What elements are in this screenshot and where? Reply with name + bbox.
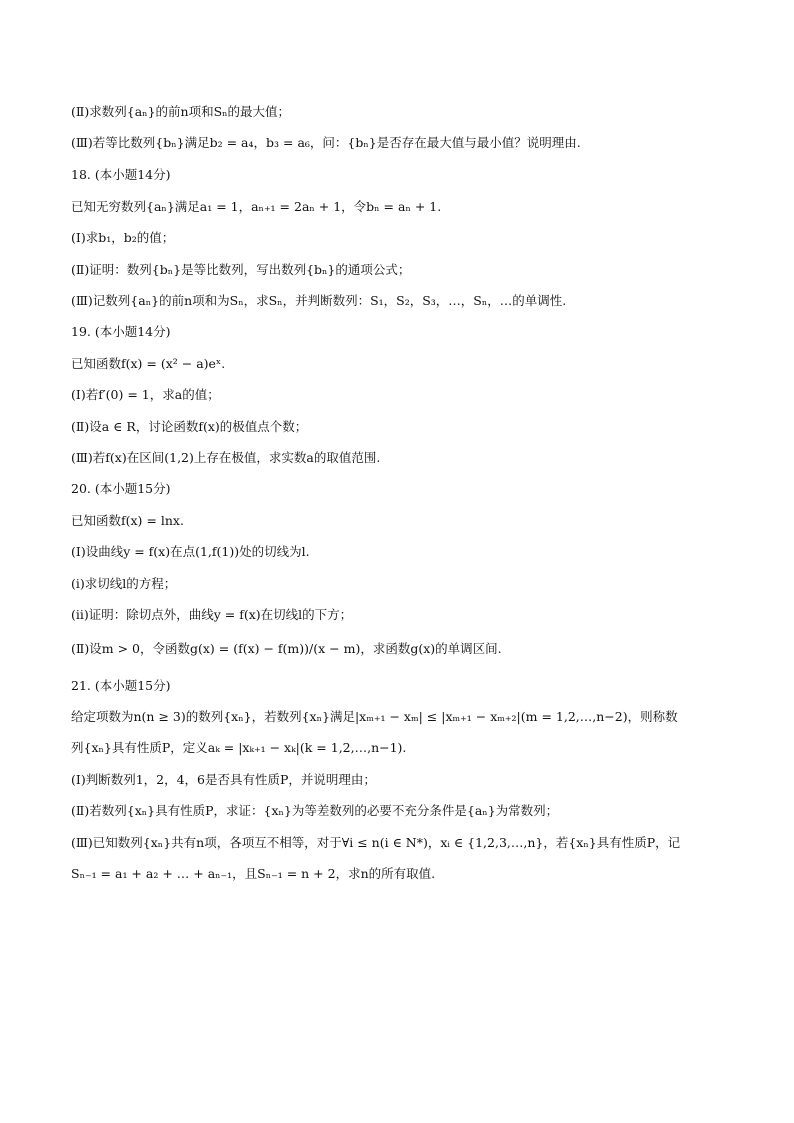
q20-part1-ii: (ii)证明：除切点外，曲线y = f(x)在切线l的下方； bbox=[71, 607, 353, 622]
q20-part2: (Ⅱ)设m > 0，令函数g(x) = (f(x) − f(m))/(x − m)，求函数g(x)的单调区间. bbox=[71, 641, 502, 656]
q20-header: 20. (本小题15分) bbox=[71, 481, 171, 496]
q21-part2: (Ⅱ)若数列{xₙ}具有性质P，求证：{xₙ}为等差数列的必要不充分条件是{aₙ}为常数列； bbox=[71, 803, 559, 818]
q17-part2: (Ⅱ)求数列{aₙ}的前n项和Sₙ的最大值； bbox=[71, 104, 291, 119]
q21-header: 21. (本小题15分) bbox=[71, 678, 171, 693]
q18-part1: (Ⅰ)求b₁，b₂的值； bbox=[71, 230, 175, 245]
q19-header: 19. (本小题14分) bbox=[71, 324, 171, 339]
q19-part2: (Ⅱ)设a ∈ R，讨论函数f(x)的极值点个数； bbox=[71, 419, 308, 434]
q20-part1: (Ⅰ)设曲线y = f(x)在点(1,f(1))处的切线为l. bbox=[71, 544, 310, 559]
q18-part2: (Ⅱ)证明：数列{bₙ}是等比数列，写出数列{bₙ}的通项公式； bbox=[71, 262, 411, 277]
q21-part3-line1: (Ⅲ)已知数列{xₙ}共有n项，各项互不相等，对于∀i ≤ n(i ∈ N*)，xᵢ ∈ {1,2,3,…,n}，若{xₙ}具有性质P，记 bbox=[71, 835, 681, 850]
q19-part1: (Ⅰ)若f′(0) = 1，求a的值； bbox=[71, 387, 220, 402]
q21-part1: (Ⅰ)判断数列1，2，4，6是否具有性质P，并说明理由； bbox=[71, 772, 376, 787]
q21-stem-line1: 给定项数为n(n ≥ 3)的数列{xₙ}，若数列{xₙ}满足|xₘ₊₁ − xₘ| ≤ |xₘ₊₁ − xₘ₊₂|(m = 1,2,…,n−2)，则称数 bbox=[71, 709, 678, 724]
q20-part1-i: (i)求切线l的方程； bbox=[71, 576, 177, 591]
q18-stem: 已知无穷数列{aₙ}满足a₁ = 1，aₙ₊₁ = 2aₙ + 1，令bₙ = aₙ + 1. bbox=[71, 199, 442, 214]
q20-stem: 已知函数f(x) = lnx. bbox=[71, 513, 184, 528]
q17-part3: (Ⅲ)若等比数列{bₙ}满足b₂ = a₄，b₃ = a₆，问：{bₙ}是否存在最大值与最小值？说明理由. bbox=[71, 135, 581, 150]
q18-header: 18. (本小题14分) bbox=[71, 167, 171, 182]
q21-part3-line2: Sₙ₋₁ = a₁ + a₂ + … + aₙ₋₁，且Sₙ₋₁ = n + 2，求n的所有取值. bbox=[71, 866, 436, 881]
q21-stem-line2: 列{xₙ}具有性质P，定义aₖ = |xₖ₊₁ − xₖ|(k = 1,2,…,n−1). bbox=[71, 740, 407, 755]
q19-stem: 已知函数f(x) = (x² − a)eˣ. bbox=[71, 356, 226, 371]
q19-part3: (Ⅲ)若f(x)在区间(1,2)上存在极值，求实数a的取值范围. bbox=[71, 450, 381, 465]
q18-part3: (Ⅲ)记数列{aₙ}的前n项和为Sₙ，求Sₙ，并判断数列：S₁，S₂，S₃，…，Sₙ，…的单调性. bbox=[71, 293, 567, 308]
